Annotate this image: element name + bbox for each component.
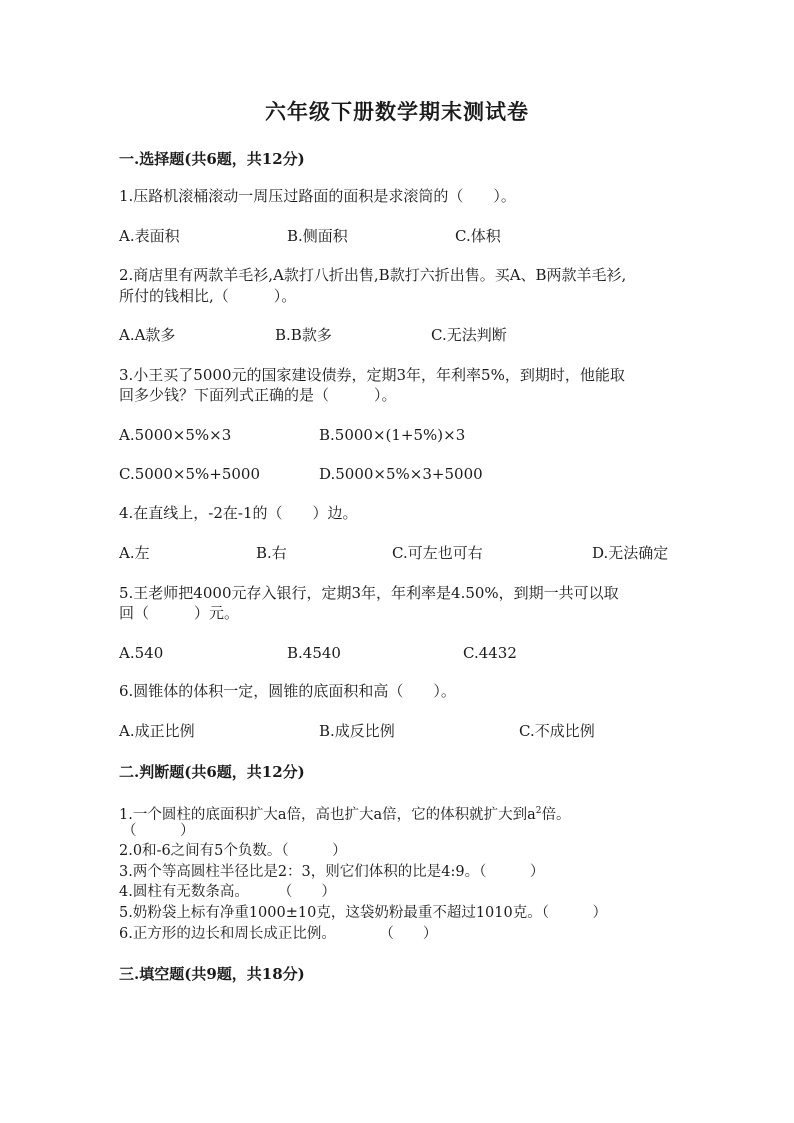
q4-option-b: B.右 [256, 544, 287, 562]
judgment-1-answer-blank: （ ） [122, 823, 195, 839]
q2-option-b: B.B款多 [275, 326, 332, 344]
q1-option-c: C.体积 [455, 227, 501, 245]
judgment-2: 2.0和-6之间有5个负数。（ ） [119, 843, 347, 859]
question-3-line-1: 3.小王买了5000元的国家建设债券，定期3年，年利率5%，到期时，他能取 [119, 366, 625, 384]
judgment-1-text-end: 倍。 [541, 806, 571, 823]
judgment-1-exponent: 2 [535, 806, 542, 816]
q2-option-a: A.A款多 [119, 326, 176, 344]
section-heading-fill-blank: 三.填空题(共9题，共18分) [119, 965, 305, 983]
q6-option-a: A.成正比例 [119, 722, 195, 740]
judgment-6: 6.正方形的边长和周长成正比例。 （ ） [119, 926, 438, 942]
section-heading-choice: 一.选择题(共6题，共12分) [119, 150, 305, 168]
q5-option-c: C.4432 [463, 644, 517, 662]
question-5-line-1: 5.王老师把4000元存入银行，定期3年，年利率是4.50%，到期一共可以取 [119, 584, 619, 602]
judgment-4: 4.圆柱有无数条高。 （ ） [119, 884, 336, 900]
judgment-1-text: 1.一个圆柱的底面积扩大a倍，高也扩大a倍，它的体积就扩大到a [119, 806, 536, 823]
question-2-line-2: 所付的钱相比,（ ）。 [119, 287, 297, 305]
q4-option-a: A.左 [119, 544, 150, 562]
question-4: 4.在直线上，-2在-1的（ ）边。 [119, 504, 358, 522]
q4-option-d: D.无法确定 [592, 544, 669, 562]
question-3-line-2: 回多少钱？下面列式正确的是（ ）。 [119, 386, 397, 404]
judgment-5: 5.奶粉袋上标有净重1000±10克，这袋奶粉最重不超过1010克。（ ） [119, 905, 607, 921]
q6-option-b: B.成反比例 [319, 722, 395, 740]
q5-option-a: A.540 [119, 644, 164, 662]
q3-option-a: A.5000×5%×3 [119, 426, 232, 444]
q4-option-c: C.可左也可右 [392, 544, 483, 562]
q1-option-b: B.侧面积 [287, 227, 348, 245]
question-5-line-2: 回（ ）元。 [119, 604, 240, 622]
judgment-3: 3.两个等高圆柱半径比是2：3，则它们体积的比是4:9。（ ） [119, 864, 545, 880]
q6-option-c: C.不成比例 [519, 722, 595, 740]
q3-option-b: B.5000×(1+5%)×3 [319, 426, 466, 444]
section-heading-judgment: 二.判断题(共6题，共12分) [119, 763, 305, 781]
q2-option-c: C.无法判断 [431, 326, 507, 344]
question-2-line-1: 2.商店里有两款羊毛衫,A款打八折出售,B款打六折出售。买A、B两款羊毛衫, [119, 266, 627, 284]
question-1: 1.压路机滚桶滚动一周压过路面的面积是求滚筒的（ ）。 [119, 187, 516, 205]
page-title: 六年级下册数学期末测试卷 [265, 99, 529, 124]
q1-option-a: A.表面积 [119, 227, 180, 245]
q5-option-b: B.4540 [287, 644, 341, 662]
q3-option-c: C.5000×5%+5000 [119, 465, 260, 483]
q3-option-d: D.5000×5%×3+5000 [319, 465, 483, 483]
question-6: 6.圆锥体的体积一定，圆锥的底面积和高（ ）。 [119, 682, 456, 700]
